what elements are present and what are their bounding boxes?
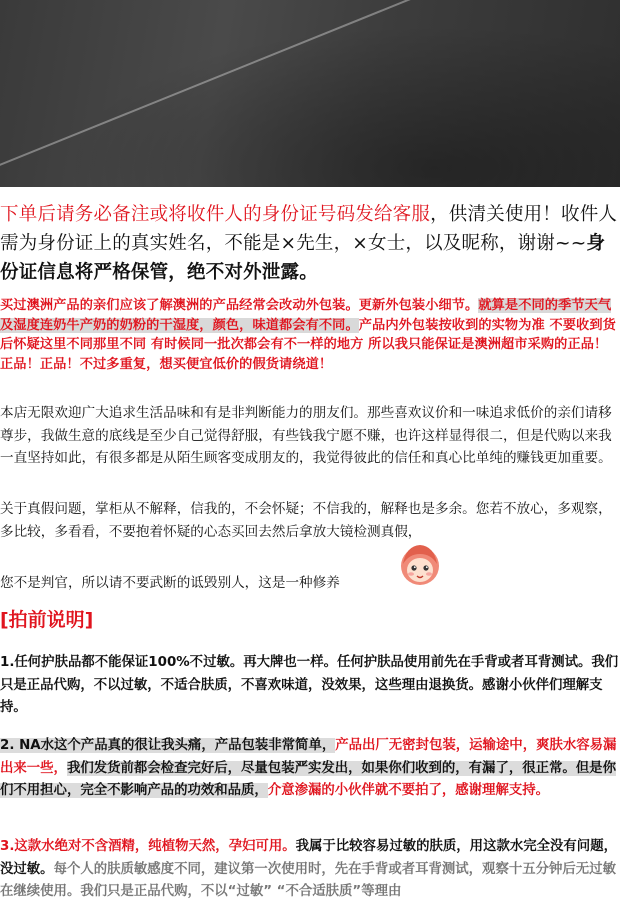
note-item-2-text-a: 2. NA水这个产品真的很让我头痛，产品包装非常简单，	[0, 738, 336, 753]
note-item-3-grey-c: 每个人的肤质敏感度不同，建议第一次使用时，先在手背或者耳背测试，观察十五分钟后无过敏在继续使用。我们只是正品代购，不以“过敏” “不合适肤质”等理由	[0, 861, 616, 899]
packaging-text-1: 买过澳洲产品的亲们应该了解澳洲的产品经常会改动外包装。更新外包装小细节。	[0, 298, 479, 313]
packaging-text-3: 产品内外包装按收到的实物为准 不要收到货后怀疑这里不同那里不同 有时候同一批次都会有不一样的地方 所以我只能保证是澳洲超市采购的正品！正品！正品！不过多重复，想买便宜低价的假货请绕道！	[0, 317, 616, 372]
id-notice-red-text: 下单后请务必备注或将收件人的身份证号码发给客服	[0, 204, 431, 225]
photo-shade	[0, 0, 620, 187]
note-item-2-text-c: 我们发货前都会检查完好后，尽量包装严实发出，如果你们收到的，有漏了，很正常。但是你们不用担心，完全不影响产品的功效和品质，	[0, 760, 616, 798]
note-item-3-text-b: 我属于比较容易过敏的肤质，用这款水完全没有问题，没过敏。	[0, 839, 617, 877]
packaging-paragraph	[0, 296, 620, 374]
note-item-2	[0, 735, 620, 803]
note-item-1: 1.任何护肤品都不能保证100%不过敏。再大牌也一样。任何护肤品使用前先在手背或者耳背测试。我们只是正品代购，不以过敏，不适合肤质，不喜欢味道，没效果，这些理由退换货。感谢小伙伴们理解支持。	[0, 655, 619, 715]
packaging-highlight-text: 就算是不同的季节天气及湿度连奶牛产奶的奶粉的干湿度，颜色，味道都会有不同。	[0, 298, 612, 333]
judge-paragraph: 您不是判官，所以请不要武断的诋毁别人，这是一种修养	[0, 575, 340, 591]
note-item-3	[0, 836, 620, 904]
note-item-2-red-d: 介意渗漏的小伙伴就不要拍了，感谢理解支持。	[267, 783, 550, 798]
product-photo	[0, 0, 620, 187]
note-item-3-red-a: 3.这款水绝对不含酒精，纯植物天然，孕妇可用。	[0, 839, 296, 854]
note-item-2-red-b: 产品出厂无密封包装，运输途中，爽肤水容易漏出来一些，	[0, 738, 617, 776]
id-notice-text: ，供清关使用！收件人需为身份证上的真实姓名，不能是×先生，×女士，以及昵称，谢谢~~	[0, 204, 618, 254]
authenticity-paragraph: 关于真假问题，掌柜从不解释，信我的，不会怀疑；不信我的，解释也是多余。您若不放心，多观察，多比较，多看看，不要抱着怀疑的心态买回去然后拿放大镜检测真假，	[0, 501, 612, 540]
cartoon-girl-avatar-icon	[398, 542, 442, 588]
id-notice-paragraph	[0, 200, 620, 287]
welcome-paragraph: 本店无限欢迎广大追求生活品味和有是非判断能力的朋友们。那些喜欢议价和一味追求低价的亲们请移尊步，我做生意的底线是至少自己觉得舒服，有些钱我宁愿不赚，也许这样显得很二，但是代购以来我一直坚持如此，有很多都是从陌生顾客变成朋友的，我觉得彼此的信任和真心比单纯的赚钱更加重要。	[0, 405, 612, 466]
section-title: [拍前说明]	[0, 609, 94, 631]
id-notice-bold-text: 身份证信息将严格保管，绝不对外泄露。	[0, 233, 606, 283]
